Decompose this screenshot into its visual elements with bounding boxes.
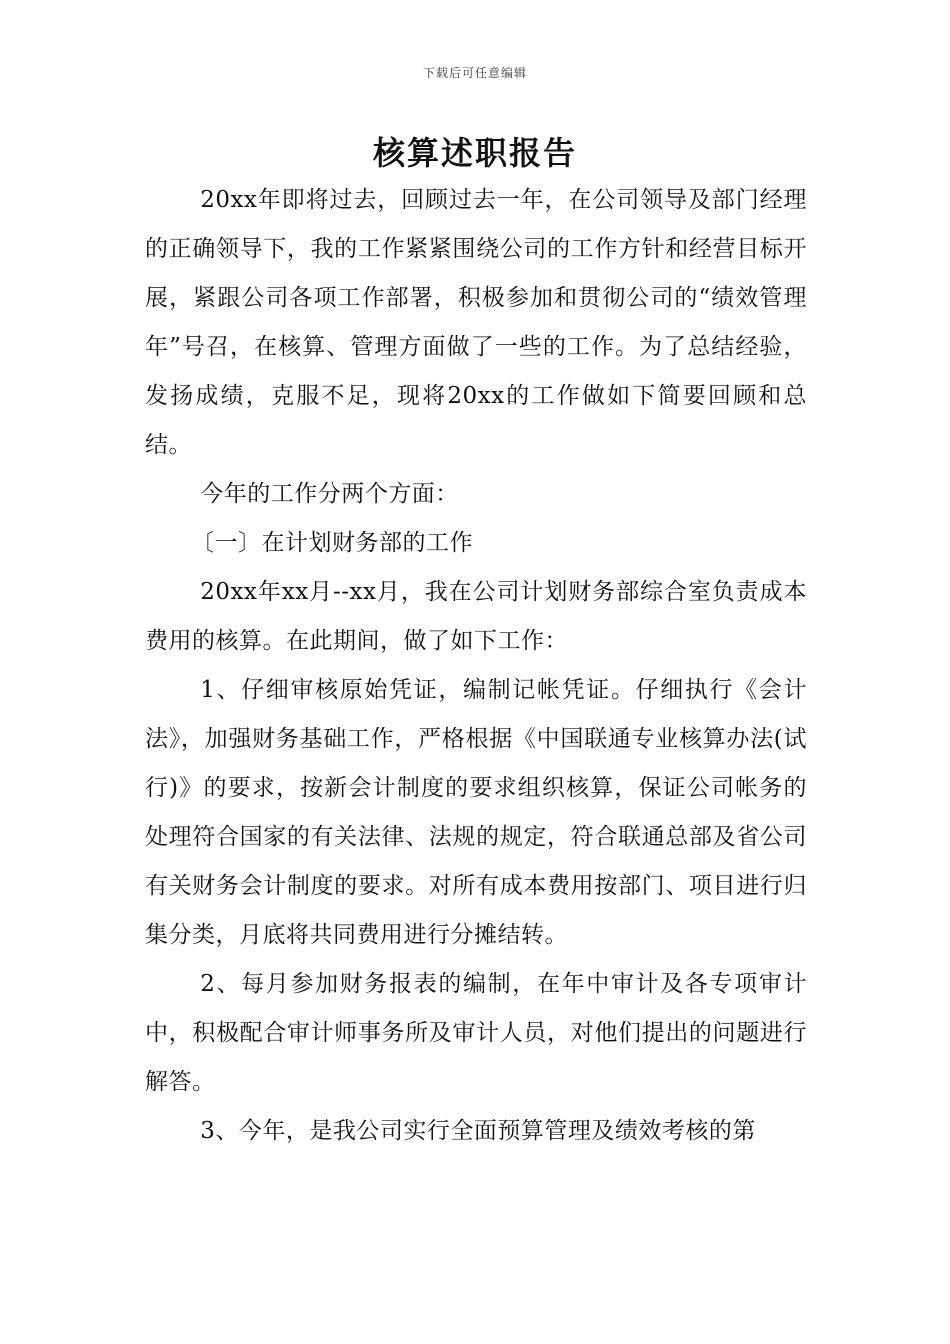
paragraph-two-aspects: 今年的工作分两个方面： bbox=[200, 481, 459, 507]
section-heading-1: 〔一〕在计划财务部的工作 bbox=[191, 530, 473, 556]
header-note: 下载后可任意编辑 bbox=[422, 66, 527, 80]
document-body bbox=[145, 176, 807, 1156]
paragraph-item-2: 2、每月参加财务报表的编制，在年中审计及各专项审计中，积极配合审计师事务所及审计人员，对他们提出的问题进行解答。 bbox=[145, 971, 807, 1095]
paragraph-period: 20xx年xx月--xx月，我在公司计划财务部综合室负责成本费用的核算。在此期间，做了如下工作： bbox=[145, 579, 807, 654]
document-title: 核算述职报告 bbox=[372, 134, 577, 172]
paragraph-intro: 20xx年即将过去，回顾过去一年，在公司领导及部门经理的正确领导下，我的工作紧紧围绕公司的工作方针和经营目标开展，紧跟公司各项工作部署，积极参加和贯彻公司的“绩效管理年”号召，在核算、管理方面做了一些的工作。为了总结经验，发扬成绩，克服不足，现将20xx的工作做如下简要回顾和总结。 bbox=[145, 187, 807, 458]
paragraph-item-1: 1、仔细审核原始凭证，编制记帐凭证。仔细执行《会计法》，加强财务基础工作，严格根据《中国联通专业核算办法(试行)》的要求，按新会计制度的要求组织核算，保证公司帐务的处理符合国家的有关法律、法规的规定，符合联通总部及省公司有关财务会计制度的要求。对所有成本费用按部门、项目进行归集分类，月底将共同费用进行分摊结转。 bbox=[145, 677, 807, 948]
paragraph-item-3: 3、今年，是我公司实行全面预算管理及绩效考核的第 bbox=[200, 1118, 756, 1144]
